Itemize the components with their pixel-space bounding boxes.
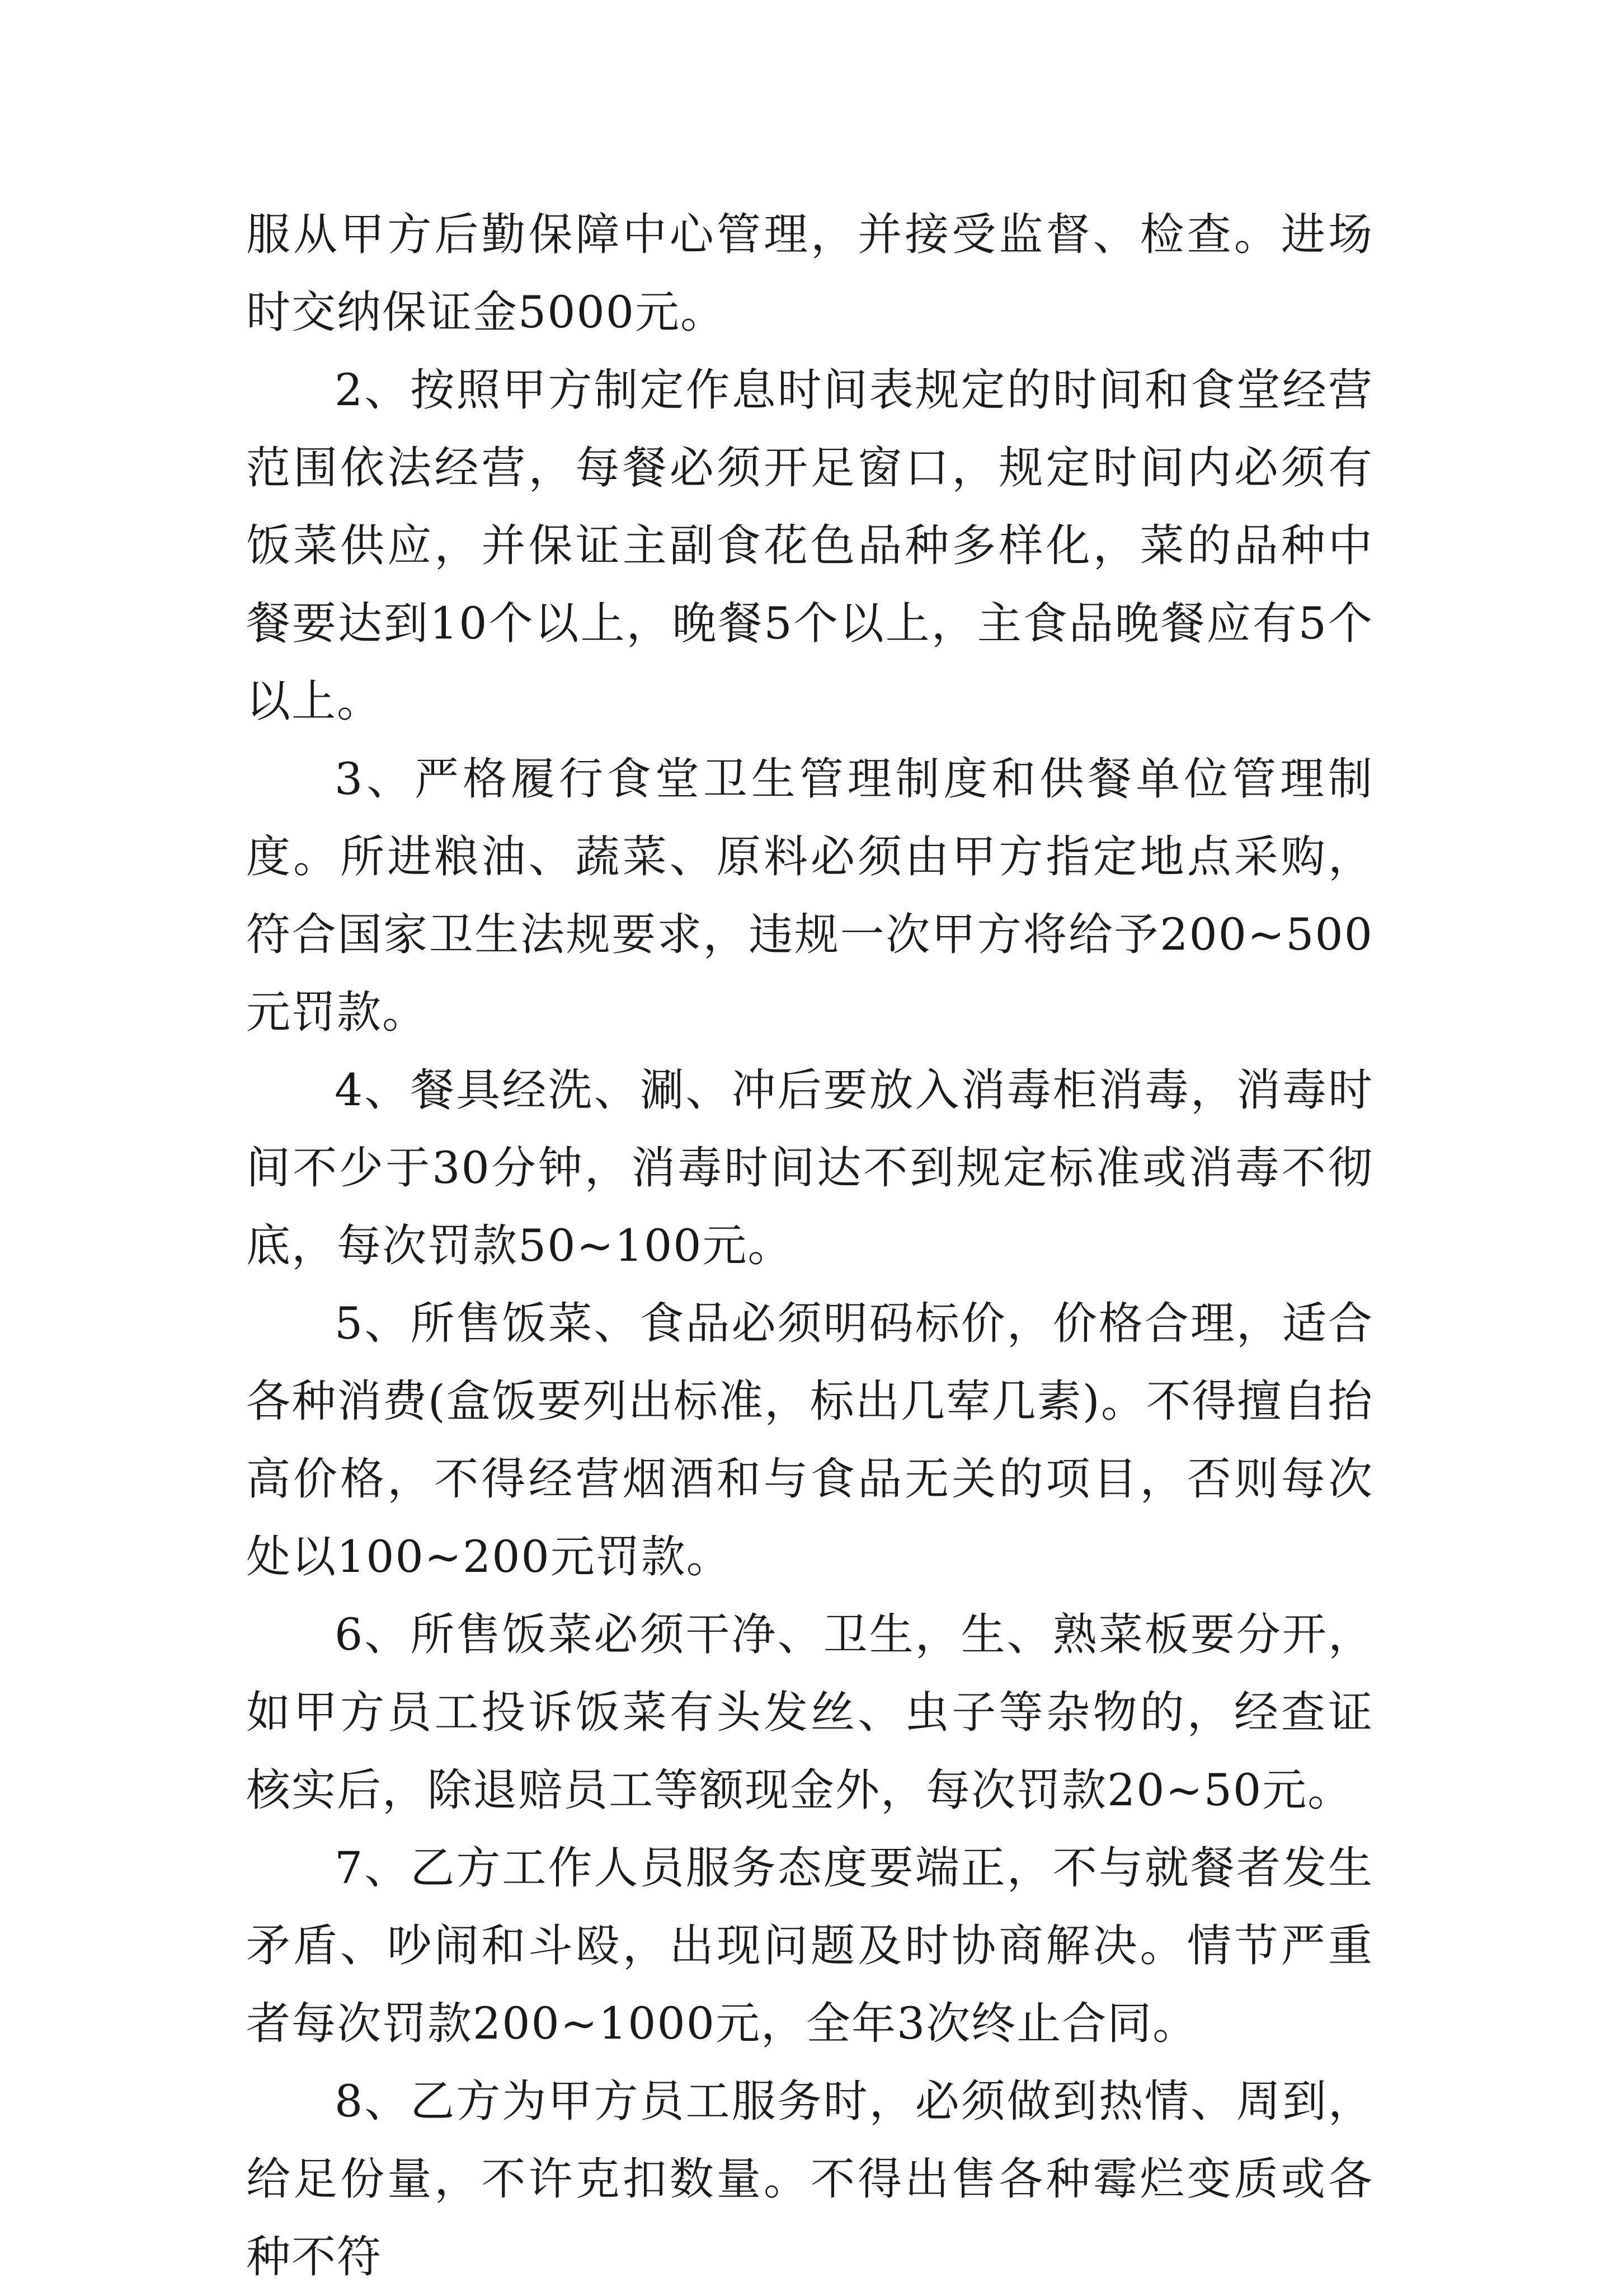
paragraph-item-7: 7、乙方工作人员服务态度要端正，不与就餐者发生矛盾、吵闹和斗殴，出现问题及时协商解决。情节严重者每次罚款200~1000元，全年3次终止合同。	[246, 1842, 1373, 2049]
document-body	[246, 196, 1373, 2296]
paragraph-item-3: 3、严格履行食堂卫生管理制度和供餐单位管理制度。所进粮油、蔬菜、原料必须由甲方指定地点采购，符合国家卫生法规要求，违规一次甲方将给予200~500元罚款。	[246, 753, 1373, 1038]
paragraph-item-5: 5、所售饭菜、食品必须明码标价，价格合理，适合各种消费(盒饭要列出标准，标出几荤几素)。不得擅自抬高价格，不得经营烟酒和与食品无关的项目，否则每次处以100~200元罚款。	[246, 1298, 1373, 1583]
paragraph-item-4: 4、餐具经洗、涮、冲后要放入消毒柜消毒，消毒时间不少于30分钟，消毒时间达不到规定标准或消毒不彻底，每次罚款50~100元。	[246, 1064, 1373, 1271]
paragraph-continuation: 服从甲方后勤保障中心管理，并接受监督、检查。进场时交纳保证金5000元。	[246, 209, 1373, 338]
paragraph-item-6: 6、所售饭菜必须干净、卫生，生、熟菜板要分开，如甲方员工投诉饭菜有头发丝、虫子等杂物的，经查证核实后，除退赔员工等额现金外，每次罚款20~50元。	[246, 1609, 1373, 1816]
paragraph-item-8: 8、乙方为甲方员工服务时，必须做到热情、周到，给足份量，不许克扣数量。不得出售各种霉烂变质或各种不符	[246, 2076, 1373, 2283]
paragraph-item-2: 2、按照甲方制定作息时间表规定的时间和食堂经营范围依法经营，每餐必须开足窗口，规定时间内必须有饭菜供应，并保证主副食花色品种多样化，菜的品种中餐要达到10个以上，晚餐5个以上，主食品晚餐应有5个以上。	[246, 364, 1373, 727]
